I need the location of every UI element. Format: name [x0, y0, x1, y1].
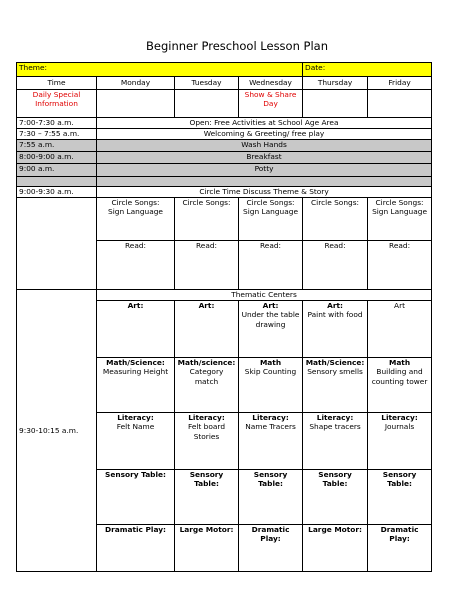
schedule-activity: Potty [97, 164, 432, 177]
art-label: Art: [127, 301, 144, 310]
circle-songs-label: Circle Songs: [111, 198, 160, 207]
literacy-detail: Felt board Stories [187, 422, 226, 441]
read-thursday[interactable]: Read: [303, 241, 368, 290]
sensory-thursday[interactable]: Sensory Table: [303, 470, 368, 525]
schedule-time: 7:00-7:30 a.m. [17, 118, 97, 129]
art-label: Art [394, 301, 406, 310]
centers-time: 9:30-10:15 a.m. [17, 290, 97, 572]
thematic-centers-header: Thematic Centers [97, 290, 432, 301]
play-monday[interactable]: Dramatic Play: [97, 525, 175, 572]
play-friday[interactable]: Dramatic Play: [368, 525, 432, 572]
sensory-tuesday[interactable]: Sensory Table: [175, 470, 239, 525]
literacy-wednesday[interactable] [239, 413, 303, 470]
header-time: Time [17, 77, 97, 90]
lesson-plan-table [16, 62, 432, 572]
circle-songs-label: Circle Songs: [375, 198, 424, 207]
circle-songs-wednesday[interactable] [239, 198, 303, 241]
header-tuesday: Tuesday [175, 77, 239, 90]
blank-time [17, 177, 97, 187]
circle-songs-monday[interactable] [97, 198, 175, 241]
math-detail: Category match [189, 367, 224, 386]
circle-songs-detail: Sign Language [108, 207, 163, 217]
art-monday[interactable] [97, 301, 175, 358]
schedule-activity: Open: Free Activities at School Age Area [97, 118, 432, 129]
literacy-detail: Name Tracers [245, 422, 296, 432]
theme-label: Theme: [19, 63, 47, 72]
play-wednesday[interactable]: Dramatic Play: [239, 525, 303, 572]
schedule-time: 7:55 a.m. [17, 140, 97, 152]
literacy-tuesday[interactable] [175, 413, 239, 470]
circle-songs-thursday[interactable] [303, 198, 368, 241]
circle-songs-label: Circle Songs: [182, 198, 231, 207]
math-detail: Sensory smells [307, 367, 363, 377]
read-friday[interactable]: Read: [368, 241, 432, 290]
math-thursday[interactable] [303, 358, 368, 413]
literacy-label: Literacy: [381, 413, 418, 422]
art-tuesday[interactable] [175, 301, 239, 358]
circle-songs-detail: Sign Language [243, 207, 298, 217]
schedule-activity: Wash Hands [97, 140, 432, 152]
literacy-detail: Shape tracers [309, 422, 361, 432]
math-label: Math/Science: [305, 358, 365, 367]
literacy-detail: Journals [384, 422, 415, 432]
special-monday[interactable] [97, 90, 175, 118]
art-friday[interactable] [368, 301, 432, 358]
math-monday[interactable] [97, 358, 175, 413]
theme-field[interactable] [17, 63, 303, 77]
art-detail: Paint with food [307, 310, 363, 320]
sensory-monday[interactable]: Sensory Table: [97, 470, 175, 525]
literacy-label: Literacy: [117, 413, 154, 422]
special-tuesday[interactable] [175, 90, 239, 118]
schedule-time: 7:30 – 7:55 a.m. [17, 129, 97, 140]
math-label: Math/science: [177, 358, 236, 367]
math-label: Math [259, 358, 282, 367]
date-label: Date: [305, 63, 326, 72]
read-wednesday[interactable]: Read: [239, 241, 303, 290]
literacy-friday[interactable] [368, 413, 432, 470]
schedule-time: 9:00 a.m. [17, 164, 97, 177]
header-wednesday: Wednesday [239, 77, 303, 90]
art-label: Art: [198, 301, 215, 310]
special-friday[interactable] [368, 90, 432, 118]
circle-time-time: 9:00-9:30 a.m. [17, 187, 97, 198]
special-thursday[interactable] [303, 90, 368, 118]
schedule-activity: Breakfast [97, 152, 432, 164]
art-label: Art: [262, 301, 279, 310]
literacy-thursday[interactable] [303, 413, 368, 470]
art-label: Art: [327, 301, 343, 310]
literacy-label: Literacy: [188, 413, 225, 422]
literacy-monday[interactable] [97, 413, 175, 470]
math-detail: Building and counting tower [371, 367, 428, 386]
circle-songs-detail: Sign Language [372, 207, 428, 217]
blank-row [97, 177, 432, 187]
play-thursday[interactable]: Large Motor: [303, 525, 368, 572]
literacy-label: Literacy: [316, 413, 354, 422]
math-detail: Skip Counting [244, 367, 297, 377]
art-thursday[interactable] [303, 301, 368, 358]
date-field[interactable] [303, 63, 432, 77]
circle-songs-label: Circle Songs: [311, 198, 360, 207]
page-title: Beginner Preschool Lesson Plan [145, 39, 328, 53]
header-monday: Monday [97, 77, 175, 90]
art-wednesday[interactable] [239, 301, 303, 358]
header-thursday: Thursday [303, 77, 368, 90]
schedule-activity: Welcoming & Greeting/ free play [97, 129, 432, 140]
circle-songs-tuesday[interactable] [175, 198, 239, 241]
circle-time-block [17, 198, 97, 290]
special-wednesday: Show & Share Day [239, 90, 303, 118]
math-label: Math/Science: [106, 358, 165, 367]
play-tuesday[interactable]: Large Motor: [175, 525, 239, 572]
math-friday[interactable] [368, 358, 432, 413]
circle-songs-label: Circle Songs: [246, 198, 295, 207]
circle-time-activity: Circle Time Discuss Theme & Story [97, 187, 432, 198]
math-tuesday[interactable] [175, 358, 239, 413]
header-friday: Friday [368, 77, 432, 90]
read-tuesday[interactable]: Read: [175, 241, 239, 290]
math-detail: Measuring Height [102, 367, 169, 377]
schedule-time: 8:00-9:00 a.m. [17, 152, 97, 164]
circle-songs-friday[interactable] [368, 198, 432, 241]
sensory-friday[interactable]: Sensory Table: [368, 470, 432, 525]
read-monday[interactable]: Read: [97, 241, 175, 290]
literacy-detail: Felt Name [116, 422, 155, 432]
art-detail: Under the table drawing [241, 310, 300, 329]
math-label: Math [388, 358, 411, 367]
sensory-wednesday[interactable]: Sensory Table: [239, 470, 303, 525]
daily-special-label: Daily Special Information [17, 90, 97, 118]
math-wednesday[interactable] [239, 358, 303, 413]
literacy-label: Literacy: [252, 413, 289, 422]
